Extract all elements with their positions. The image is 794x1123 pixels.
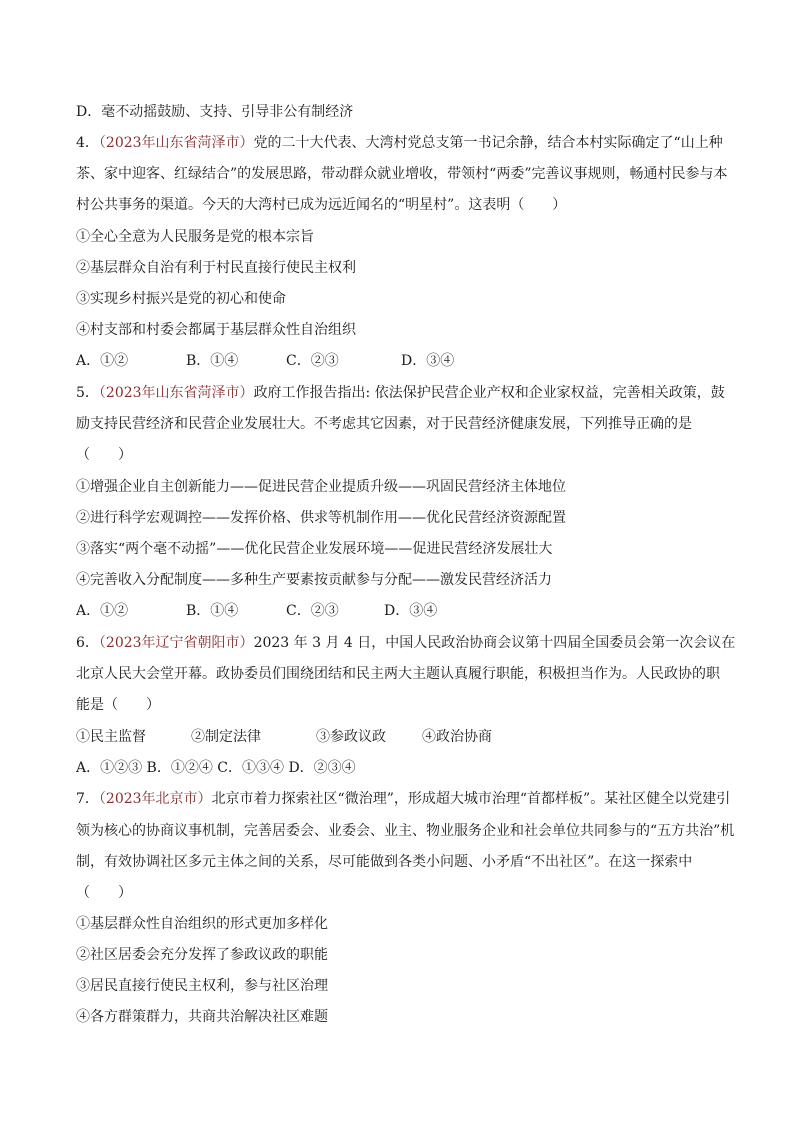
q7-stem-line: 领为核心的协商议事机制，完善居委会、业委会、业主、物业服务企业和社会单位共同参与的“五方共治”机 — [76, 823, 735, 839]
q7-source: （2023年北京市） — [98, 791, 212, 807]
q6-stem-text: 2023 年 3 月 4 日，中国人民政治协商会议第十四届全国委员会第一次会议在 — [253, 635, 736, 651]
q6-item: ①民主监督 — [76, 729, 146, 745]
q7-stem-line: 制，有效协调社区多元主体之间的关系，尽可能做到各类小问题、小矛盾“不出社区”。在这一探索中 — [76, 854, 693, 870]
q5-choice-d[interactable]: D．③④ — [384, 603, 438, 619]
q5-choice-c[interactable]: C．②③ — [286, 603, 339, 619]
q5-stem-line — [76, 384, 726, 402]
q6-item: ②制定法律 — [191, 729, 261, 745]
q5-item: ②进行科学宏观调控——发挥价格、供求等机制作用——优化民营经济资源配置 — [76, 510, 566, 526]
q4-choice-a[interactable]: A．①② — [76, 353, 129, 369]
q4-choice-c[interactable]: C．②③ — [286, 353, 339, 369]
q6-choices[interactable]: A．①②③ B．①②④ C．①③④ D．②③④ — [76, 760, 356, 776]
q7-stem-line — [76, 790, 731, 808]
q4-item: ④村支部和村委会都属于基层群众性自治组织 — [76, 322, 356, 338]
q5-stem-line: 励支持民营经济和民营企业发展壮大。不考虑其它因素，对于民营经济健康发展，下列推导正确的是 — [76, 416, 692, 432]
q7-item: ①基层群众性自治组织的形式更加多样化 — [76, 916, 328, 932]
q7-stem-line: （ ） — [76, 885, 132, 901]
q6-source: （2023年辽宁省朝阳市） — [98, 635, 254, 651]
q4-item: ②基层群众自治有利于村民直接行使民主权利 — [76, 260, 356, 276]
q4-choice-b[interactable]: B．①④ — [186, 353, 239, 369]
q7-number: 7． — [76, 791, 99, 807]
q5-number: 5． — [76, 385, 99, 401]
q5-stem-line: （ ） — [76, 447, 132, 463]
q4-item: ①全心全意为人民服务是党的根本宗旨 — [76, 229, 314, 245]
q6-item: ③参政议政 — [316, 729, 386, 745]
q4-stem-line — [76, 134, 726, 152]
q5-item: ③落实“两个毫不动摇”——优化民营企业发展环境——促进民营经济发展壮大 — [76, 541, 553, 557]
q4-number: 4． — [76, 135, 99, 151]
q4-stem-line: 茶、家中迎客、红绿结合”的发展思路，带动群众就业增收，带领村“两委”完善议事规则，畅通村民参与本 — [76, 166, 728, 182]
q7-stem-text: 北京市着力探索社区“微治理”，形成超大城市治理“首都样板”。某社区健全以党建引 — [211, 791, 731, 807]
q5-item: ④完善收入分配制度——多种生产要素按贡献参与分配——激发民营经济活力 — [76, 572, 552, 588]
q7-item: ②社区居委会充分发挥了参政议政的职能 — [76, 947, 328, 963]
q4-choice-d[interactable]: D．③④ — [401, 353, 455, 369]
q4-source: （2023年山东省菏泽市） — [98, 135, 254, 151]
q6-items — [76, 728, 726, 746]
q7-item: ③居民直接行使民主权利，参与社区治理 — [76, 978, 328, 994]
q5-stem-text: 政府工作报告指出: 依法保护民营企业产权和企业家权益，完善相关政策，鼓 — [253, 385, 725, 401]
q4-stem-line: 村公共事务的渠道。今天的大湾村已成为远近闻名的“明星村”。这表明（ ） — [76, 197, 567, 213]
q4-item: ③实现乡村振兴是党的初心和使命 — [76, 291, 286, 307]
q6-stem-line: 北京人民大会堂开幕。政协委员们围绕团结和民主两大主题认真履行职能，积极担当作为。人民政协的职 — [76, 666, 720, 682]
q6-stem-line: 能是（ ） — [76, 697, 160, 713]
q5-choices — [76, 602, 726, 620]
q6-item: ④政治协商 — [422, 729, 492, 745]
q5-item: ①增强企业自主创新能力——促进民营企业提质升级——巩固民营经济主体地位 — [76, 479, 566, 495]
q4-stem-text: 党的二十大代表、大湾村党总支第一书记余静，结合本村实际确定了“山上种 — [253, 135, 723, 151]
q6-stem-line — [76, 634, 736, 652]
q5-choice-a[interactable]: A．①② — [76, 603, 129, 619]
q7-item: ④各方群策群力，共商共治解决社区难题 — [76, 1009, 328, 1025]
q3-option-d: D．毫不动摇鼓励、支持、引导非公有制经济 — [76, 104, 354, 120]
q5-choice-b[interactable]: B．①④ — [186, 603, 239, 619]
q6-number: 6． — [76, 635, 99, 651]
q4-choices — [76, 352, 726, 370]
q5-source: （2023年山东省菏泽市） — [98, 385, 254, 401]
